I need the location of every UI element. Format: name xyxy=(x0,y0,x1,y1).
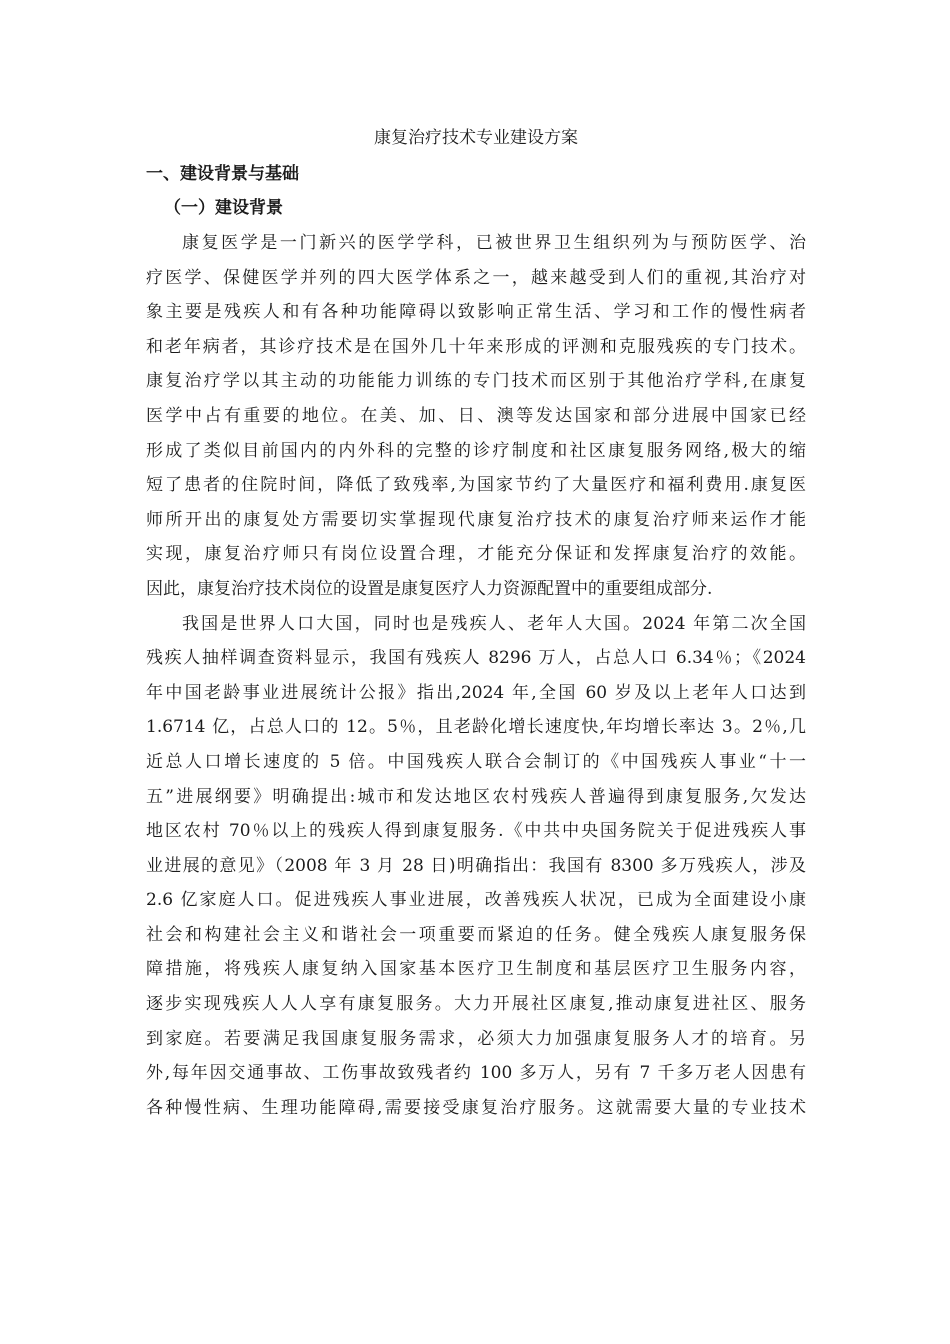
paragraph-line: 2.6 亿家庭人口。促进残疾人事业进展，改善残疾人状况，已成为全面建设小康 xyxy=(146,890,806,911)
paragraph-line: 外,每年因交通事故、工伤事故致残者约 100 多万人，另有 7 千多万老人因患有 xyxy=(146,1063,806,1084)
paragraph-population-statistics xyxy=(146,607,806,1126)
paragraph-line: 残疾人抽样调查资料显示，我国有残疾人 8296 万人，占总人口 6.34％；《2024 xyxy=(146,648,806,669)
paragraph-line: 我国是世界人口大国，同时也是残疾人、老年人大国。2024 年第二次全国 xyxy=(182,613,806,634)
document-title: 康复治疗技术专业建设方案 xyxy=(374,128,578,148)
paragraph-line: 近总人口增长速度的 5 倍。中国残疾人联合会制订的《中国残疾人事业“十一 xyxy=(146,751,806,772)
paragraph-line: 各种慢性病、生理功能障碍,需要接受康复治疗服务。这就需要大量的专业技术 xyxy=(146,1097,806,1118)
paragraph-line: 师所开出的康复处方需要切实掌握现代康复治疗技术的康复治疗师来运作才能 xyxy=(146,509,806,530)
document-page xyxy=(146,118,806,1125)
paragraph-line: 社会和构建社会主义和谐社会一项重要而紧迫的任务。健全残疾人康复服务保 xyxy=(146,924,806,945)
paragraph-line: 障措施，将残疾人康复纳入国家基本医疗卫生制度和基层医疗卫生服务内容， xyxy=(146,959,806,980)
paragraph-line: 短了患者的住院时间，降低了致残率,为国家节约了大量医疗和福利费用.康复医 xyxy=(146,475,806,496)
paragraph-line: 疗医学、保健医学并列的四大医学体系之一，越来越受到人们的重视,其治疗对 xyxy=(146,267,806,288)
paragraph-line: 逐步实现残疾人人人享有康复服务。大力开展社区康复,推动康复进社区、服务 xyxy=(146,994,806,1015)
paragraph-line: 和老年病者，其诊疗技术是在国外几十年来形成的评测和克服残疾的专门技术。 xyxy=(146,336,806,357)
section-heading-background-foundation: 一、建设背景与基础 xyxy=(146,164,299,184)
subsection-heading-background: （一）建设背景 xyxy=(164,198,283,218)
paragraph-line: 康复治疗学以其主动的功能能力训练的专门技术而区别于其他治疗学科,在康复 xyxy=(146,371,806,392)
paragraph-line: 实现，康复治疗师只有岗位设置合理，才能充分保证和发挥康复治疗的效能。 xyxy=(146,544,806,565)
paragraph-line: 康复医学是一门新兴的医学学科，已被世界卫生组织列为与预防医学、治 xyxy=(182,233,806,253)
paragraph-line: 年中国老龄事业进展统计公报》指出,2024 年,全国 60 岁及以上老年人口达到 xyxy=(146,682,806,703)
paragraph-rehab-medicine xyxy=(146,226,806,607)
paragraph-line: 象主要是残疾人和有各种功能障碍以致影响正常生活、学习和工作的慢性病者 xyxy=(146,302,806,323)
paragraph-line: 业进展的意见》（2008 年 3 月 28 日)明确指出：我国有 8300 多万残疾人，涉及 xyxy=(146,855,806,876)
paragraph-line: 1.6714 亿，占总人口的 12。5％，且老龄化增长速度快,年均增长率达 3。2％,几 xyxy=(146,717,806,738)
paragraph-line: 形成了类似目前国内的内外科的完整的诊疗制度和社区康复服务网络,极大的缩 xyxy=(146,440,806,461)
paragraph-line: 地区农村 70％以上的残疾人得到康复服务.《中共中央国务院关于促进残疾人事 xyxy=(146,821,806,842)
paragraph-line: 因此，康复治疗技术岗位的设置是康复医疗人力资源配置中的重要组成部分. xyxy=(146,578,713,599)
paragraph-line: 医学中占有重要的地位。在美、加、日、澳等发达国家和部分进展中国家已经 xyxy=(146,405,806,426)
paragraph-line: 到家庭。若要满足我国康复服务需求，必须大力加强康复服务人才的培育。另 xyxy=(146,1028,806,1049)
paragraph-line: 五”进展纲要》明确提出:城市和发达地区农村残疾人普遍得到康复服务,欠发达 xyxy=(146,786,806,807)
